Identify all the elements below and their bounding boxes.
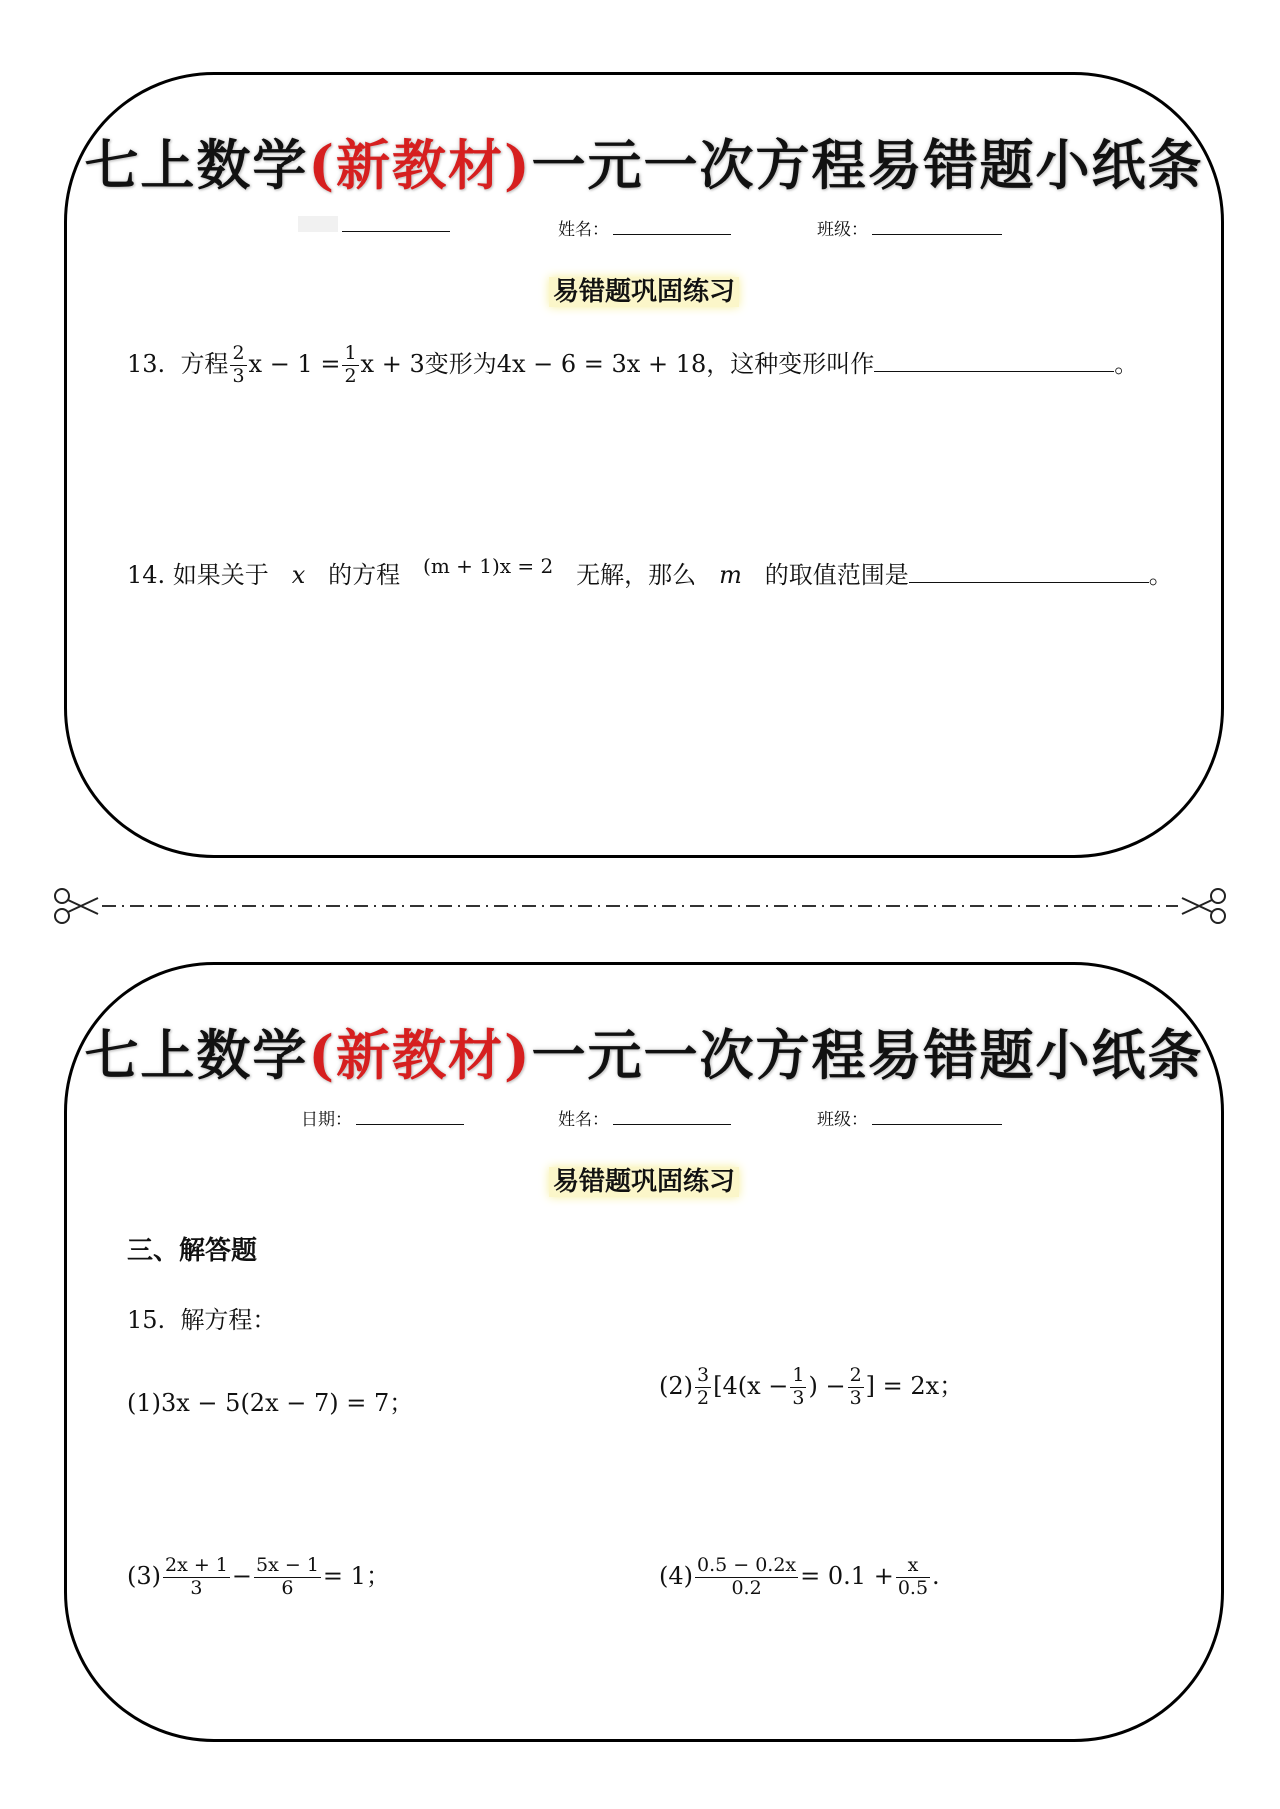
card-bottom bbox=[64, 962, 1224, 1742]
question-13: 13. 方程 $\frac{2}{3}$ x − 1 = $\frac{1}{2}$ x + 3变形为4x − 6 = 3x + 18，这种变形叫作 。 bbox=[127, 342, 1139, 387]
class-field: 班级： bbox=[817, 1105, 1002, 1130]
equation-2: (2) $\frac{3}{2}$ [4(x − $\frac{1}{3}$ ) − $\frac{2}{3}$ ] = 2x； bbox=[659, 1364, 964, 1409]
card-title: 七上数学(新教材)一元一次方程易错题小纸条 bbox=[84, 1023, 1204, 1087]
equation-4: (4) $\frac{0.5 - 0.2x}{0.2}$ = 0.1 + $\frac{x}{0.5}$ . bbox=[659, 1554, 940, 1599]
title-highlight: (新教材) bbox=[308, 133, 532, 197]
question-15: 15. 解方程： bbox=[127, 1306, 277, 1334]
question-14: 14. 如果关于 x 的方程 $^{(m + 1)x = 2}$ 无解，那么 m 的取值范围是 。 bbox=[127, 554, 1173, 589]
card-top bbox=[64, 72, 1224, 858]
date-field bbox=[298, 215, 450, 237]
answer-blank bbox=[874, 351, 1114, 372]
subtitle: 易错题巩固练习 bbox=[67, 1161, 1221, 1198]
scissors-icon bbox=[1182, 889, 1225, 923]
equation-3: (3) $\frac{2x + 1}{3}$ − $\frac{5x - 1}{6}$ = 1； bbox=[127, 1554, 390, 1599]
class-field: 班级： bbox=[817, 215, 1002, 240]
title-highlight: (新教材) bbox=[308, 1023, 532, 1087]
equation-1: (1)3x − 5(2x − 7) = 7； bbox=[127, 1389, 414, 1417]
section-heading: 三、解答题 bbox=[127, 1236, 258, 1266]
name-field: 姓名： bbox=[558, 1105, 731, 1130]
name-field: 姓名： bbox=[558, 215, 731, 240]
date-field: 日期： bbox=[301, 1105, 464, 1130]
scissors-icon bbox=[55, 889, 98, 923]
answer-blank bbox=[909, 562, 1149, 583]
card-title: 七上数学(新教材)一元一次方程易错题小纸条 bbox=[84, 133, 1204, 197]
scissors-cut-line bbox=[50, 888, 1230, 924]
subtitle: 易错题巩固练习 bbox=[67, 271, 1221, 308]
